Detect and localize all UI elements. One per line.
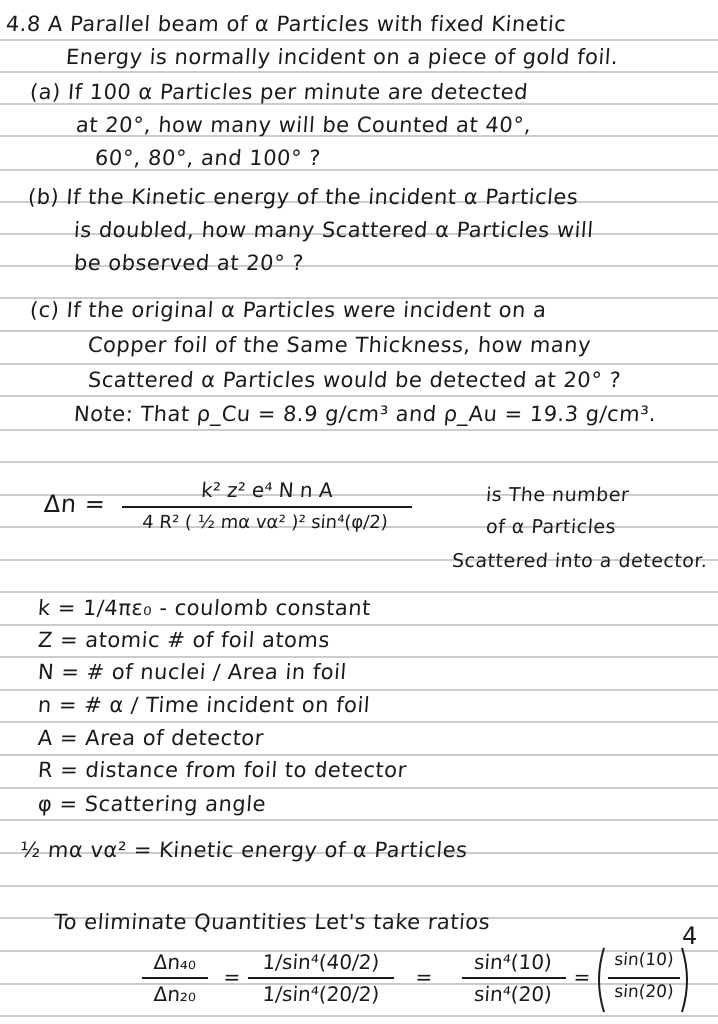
part-c-line-3: Scattered α Particles would be detected at 20° ? <box>87 368 622 392</box>
ratio-numerator-4: sin(10) <box>613 950 675 970</box>
part-c-line-2: Copper foil of the Same Thickness, how many <box>87 333 592 357</box>
ratio-bar-3 <box>462 977 566 979</box>
ratio-numerator-3: sin⁴(10) <box>473 950 553 974</box>
ratio-bar-1 <box>142 977 208 979</box>
ratio-equals-3: = <box>572 965 592 989</box>
ratio-denominator-1: Δn₂₀ <box>152 982 198 1006</box>
definition-a: A = Area of detector <box>37 726 265 750</box>
part-a-line-2: at 20°, how many will be Counted at 40°, <box>75 113 533 137</box>
part-b-line-2: is doubled, how many Scattered α Particles will <box>73 218 595 242</box>
formula-note-3: Scattered into a detector. <box>451 550 709 572</box>
formula-fraction-bar <box>122 506 412 508</box>
ratio-bar-4 <box>608 977 680 979</box>
definition-z: Z = atomic # of foil atoms <box>37 628 331 652</box>
ratio-denominator-4: sin(20) <box>613 982 675 1002</box>
formula-numerator: k² z² e⁴ N n A <box>200 478 334 502</box>
definition-k: k = 1/4πε₀ - coulomb constant <box>37 596 372 620</box>
definition-r: R = distance from foil to detector <box>37 758 408 782</box>
problem-line-2: Energy is normally incident on a piece of gold foil. <box>65 45 620 69</box>
ratio-power: 4 <box>682 922 698 950</box>
ratio-equals-2: = <box>414 965 434 989</box>
formula-note-1: is The number <box>485 484 631 506</box>
part-a-line-1: (a) If 100 α Particles per minute are detected <box>29 80 529 104</box>
formula-lhs: Δn = <box>43 490 107 518</box>
part-b-line-3: be observed at 20° ? <box>73 251 305 275</box>
ratio-numerator-1: Δn₄₀ <box>152 950 198 974</box>
ratio-denominator-3: sin⁴(20) <box>473 982 553 1006</box>
ratio-denominator-2: 1/sin⁴(20/2) <box>261 982 381 1006</box>
formula-note-2: of α Particles <box>485 516 617 538</box>
definition-phi: φ = Scattering angle <box>37 792 267 816</box>
part-a-line-3: 60°, 80°, and 100° ? <box>94 146 322 170</box>
ratio-bar-2 <box>248 977 394 979</box>
problem-line-1: 4.8 A Parallel beam of α Particles with fixed Kinetic <box>5 12 568 36</box>
ratio-intro: To eliminate Quantities Let's take ratios <box>53 910 492 934</box>
part-c-note: Note: That ρ_Cu = 8.9 g/cm³ and ρ_Au = 19.3 g/cm³. <box>73 402 658 426</box>
definition-n-rate: n = # α / Time incident on foil <box>37 693 371 717</box>
ratio-numerator-2: 1/sin⁴(40/2) <box>261 950 381 974</box>
definition-kinetic-energy: ½ mα vα² = Kinetic energy of α Particles <box>19 838 469 862</box>
ratio-equals-1: = <box>222 965 242 989</box>
part-c-line-1: (c) If the original α Particles were incident on a <box>29 298 548 322</box>
part-b-line-1: (b) If the Kinetic energy of the incident α Particles <box>27 185 580 209</box>
definition-n-nuclei: N = # of nuclei / Area in foil <box>37 660 348 684</box>
formula-denominator: 4 R² ( ½ mα vα² )² sin⁴(φ/2) <box>141 512 389 533</box>
